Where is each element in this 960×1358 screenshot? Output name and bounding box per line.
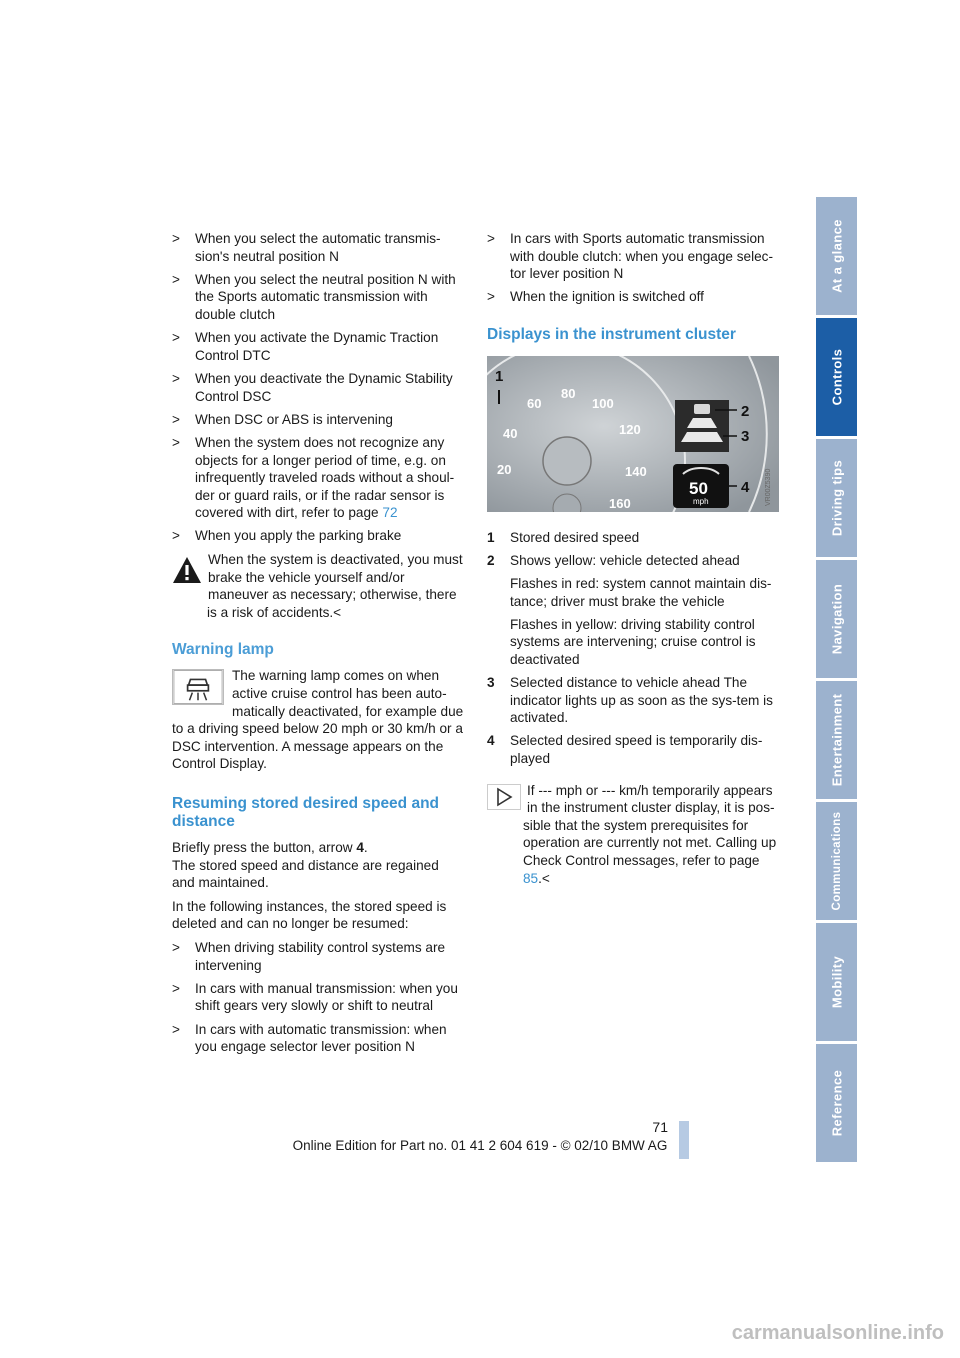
tab-mobility[interactable]: Mobility	[816, 923, 857, 1041]
callout-4: 4	[741, 478, 750, 496]
resume-paragraph-3: In the following instances, the stored speed is deleted and can no longer be resumed:	[172, 898, 447, 932]
speed-value: 50	[689, 478, 708, 498]
left-column	[172, 230, 464, 1061]
legend-sub-item: Flashes in yellow: driving stability control systems are intervening; cruise control is deactivated	[510, 616, 756, 667]
dial-number: 140	[625, 463, 647, 479]
warning-lamp-text: The warning lamp comes on when active cruise control has been auto-matically deactivated, for example due to a driving speed below 20 mph or 30 km/h or a DSC intervention. A message appears on the Control Display.	[172, 668, 464, 772]
bullet-mark: >	[172, 271, 180, 287]
callout-3: 3	[741, 427, 750, 445]
list-item: > When DSC or ABS is intervening	[172, 411, 393, 427]
callout-2: 2	[741, 402, 750, 420]
speed-unit: mph	[693, 496, 709, 506]
tab-controls[interactable]: Controls	[816, 318, 857, 436]
legend-item: 3 Selected distance to vehicle ahead The indicator lights up as soon as the sys-tem is activated.	[487, 675, 773, 726]
dial-number: 20	[497, 461, 512, 477]
list-item: > When you activate the Dynamic Traction Control DTC	[172, 330, 439, 363]
callout-1: 1	[495, 367, 504, 385]
legend-item: 1 Stored desired speed	[487, 529, 640, 545]
list-item: > When you apply the parking brake	[172, 528, 402, 544]
bullet-mark: >	[172, 411, 180, 427]
legend-item: 4 Selected desired speed is temporarily dis-played	[487, 733, 763, 767]
tab-reference[interactable]: Reference	[816, 1044, 857, 1162]
resume-paragraph-1: Briefly press the button, arrow 4.	[172, 840, 368, 855]
tab-navigation[interactable]: Navigation	[816, 560, 857, 678]
list-item: > In cars with Sports automatic transmission with double clutch: when you engage selec-tor lever position N	[487, 231, 773, 282]
page-ref-link[interactable]: 85	[523, 870, 539, 886]
note-box	[487, 782, 781, 888]
warning-lamp-section	[172, 667, 464, 773]
dial-number: 60	[527, 395, 542, 411]
list-item: > When you deactivate the Dynamic Stability Control DSC	[172, 370, 453, 404]
bullet-mark: >	[487, 231, 495, 246]
chapter-tabs	[816, 197, 857, 1165]
displays-heading: Displays in the instrument cluster	[487, 325, 736, 343]
bullet-mark: >	[172, 980, 180, 996]
list-item: > When the ignition is switched off	[487, 289, 704, 305]
warning-lamp-heading: Warning lamp	[172, 641, 274, 659]
tab-driving-tips[interactable]: Driving tips	[816, 439, 857, 557]
resume-heading: Resuming stored desired speed and distance	[172, 795, 440, 830]
warning-text: When the system is deactivated, you must brake the vehicle yourself and/or maneuver as necessary; otherwise, there is a risk of accidents.<	[207, 552, 463, 620]
bullet-mark: >	[487, 289, 495, 305]
list-item: > In cars with manual transmission: when you shift gears very slowly or shift to neutral	[172, 980, 458, 1014]
end-mark: <	[333, 604, 342, 620]
dial-number: 160	[609, 495, 631, 511]
cruise-control-warning-icon	[172, 669, 224, 705]
resume-paragraph-2: The stored speed and distance are regained and maintained.	[172, 857, 439, 891]
dial-number: 120	[619, 421, 641, 437]
bullet-mark: >	[172, 528, 180, 544]
list-item: > When you select the neutral position N with the Sports automatic transmission with double clutch	[172, 271, 456, 322]
legend-list	[487, 529, 781, 768]
note-text: If --- mph or --- km/h temporarily appears in the instrument cluster display, it is pos-sible that the system prerequisites for operation are currently not met. Calling up Check Control messages, refer to page 85.<	[523, 782, 777, 886]
bullet-mark: >	[172, 434, 180, 450]
list-item: > When you select the automatic transmis-sion's neutral position N	[172, 231, 441, 264]
arrow-ref: 4	[356, 840, 364, 855]
watermark: carmanualsonline.info	[731, 1322, 944, 1344]
bullet-mark: >	[172, 231, 180, 246]
dial-number: 80	[561, 385, 576, 401]
warning-box	[172, 551, 464, 621]
dial-number: 40	[503, 425, 518, 441]
note-arrow-icon	[487, 784, 521, 810]
bullet-mark: >	[172, 1021, 180, 1037]
bullet-mark: >	[172, 370, 180, 386]
list-item: > In cars with automatic transmission: when you engage selector lever position N	[172, 1021, 447, 1055]
figure-code: VR00Z5390	[765, 468, 772, 506]
footer-text: Online Edition for Part no. 01 41 2 604 619 - © 02/10 BMW AG	[292, 1138, 668, 1153]
legend-sub-item: Flashes in red: system cannot maintain dis-tance; driver must brake the vehicle	[510, 575, 772, 609]
distance-bar-icon	[681, 432, 723, 442]
vehicle-ahead-icon	[694, 404, 710, 414]
warning-triangle-icon	[172, 555, 202, 585]
list-item: > When driving stability control systems are intervening	[172, 939, 446, 973]
bullet-mark: >	[172, 939, 180, 955]
bullet-mark: >	[172, 330, 180, 346]
page-ref-link[interactable]: 72	[382, 505, 398, 521]
tab-communications[interactable]: Communications	[816, 802, 857, 920]
dial-number: 100	[592, 395, 614, 411]
right-column	[487, 230, 781, 887]
list-item: > When the system does not recognize any objects for a longer period of time, e.g. on infrequently traveled roads without a shoul-der or guard rails, or if the radar sensor is covered with dirt, refer to page 72	[172, 434, 455, 521]
legend-item: 2 Shows yellow: vehicle detected ahead	[487, 552, 740, 568]
tab-at-a-glance[interactable]: At a glance	[816, 197, 857, 315]
page-number: 71	[652, 1119, 668, 1135]
tab-entertainment[interactable]: Entertainment	[816, 681, 857, 799]
instrument-cluster-figure	[487, 356, 779, 512]
